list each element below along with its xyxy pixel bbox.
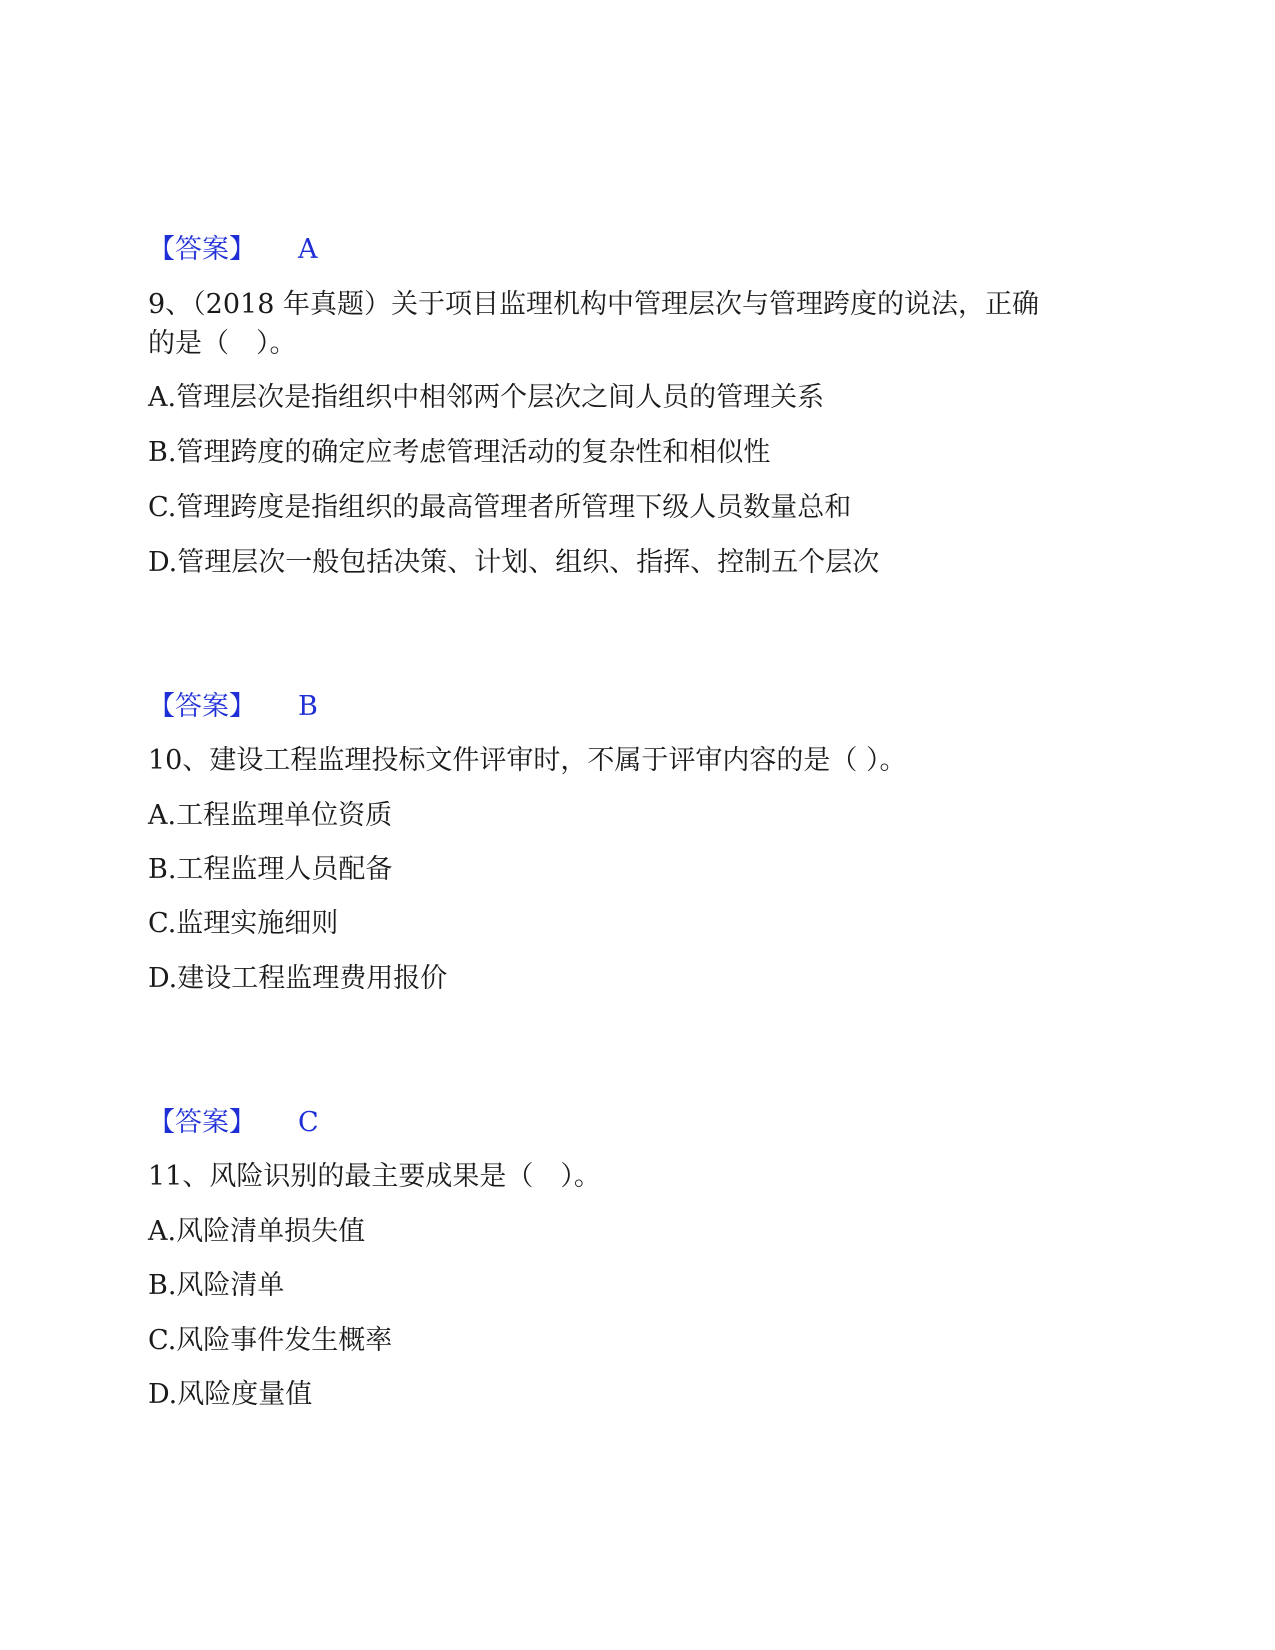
answer-label: 【答案】 (148, 691, 256, 722)
answer-value: B (298, 691, 318, 722)
answer-line-1 (148, 230, 318, 270)
question-11-option-a: A.风险清单损失值 (148, 1216, 366, 1247)
answer-line-2 (148, 687, 318, 727)
answer-value: A (298, 234, 318, 265)
answer-line-3 (148, 1103, 319, 1143)
question-11-option-d: D.风险度量值 (148, 1379, 313, 1410)
question-9-option-a: A.管理层次是指组织中相邻两个层次之间人员的管理关系 (148, 382, 825, 413)
answer-label: 【答案】 (148, 1107, 256, 1138)
answer-label: 【答案】 (148, 234, 256, 265)
question-11-text: 11、风险识别的最主要成果是（ ）。 (148, 1161, 601, 1192)
question-11-option-b: B.风险清单 (148, 1270, 285, 1301)
question-10-text: 10、建设工程监理投标文件评审时，不属于评审内容的是（ ）。 (148, 745, 907, 776)
question-10-option-b: B.工程监理人员配备 (148, 854, 393, 885)
question-10-option-c: C.监理实施细则 (148, 908, 339, 939)
question-9-text-line-1: 9、（2018 年真题）关于项目监理机构中管理层次与管理跨度的说法，正确 (148, 289, 1039, 320)
question-10-option-a: A.工程监理单位资质 (148, 800, 393, 831)
answer-value: C (298, 1107, 319, 1138)
question-9-option-b: B.管理跨度的确定应考虑管理活动的复杂性和相似性 (148, 437, 771, 468)
question-10-option-d: D.建设工程监理费用报价 (148, 963, 448, 994)
question-9-option-c: C.管理跨度是指组织的最高管理者所管理下级人员数量总和 (148, 492, 852, 523)
question-11-option-c: C.风险事件发生概率 (148, 1325, 393, 1356)
question-9-text-line-2: 的是（ ）。 (148, 328, 297, 359)
question-9-option-d: D.管理层次一般包括决策、计划、组织、指挥、控制五个层次 (148, 547, 880, 578)
